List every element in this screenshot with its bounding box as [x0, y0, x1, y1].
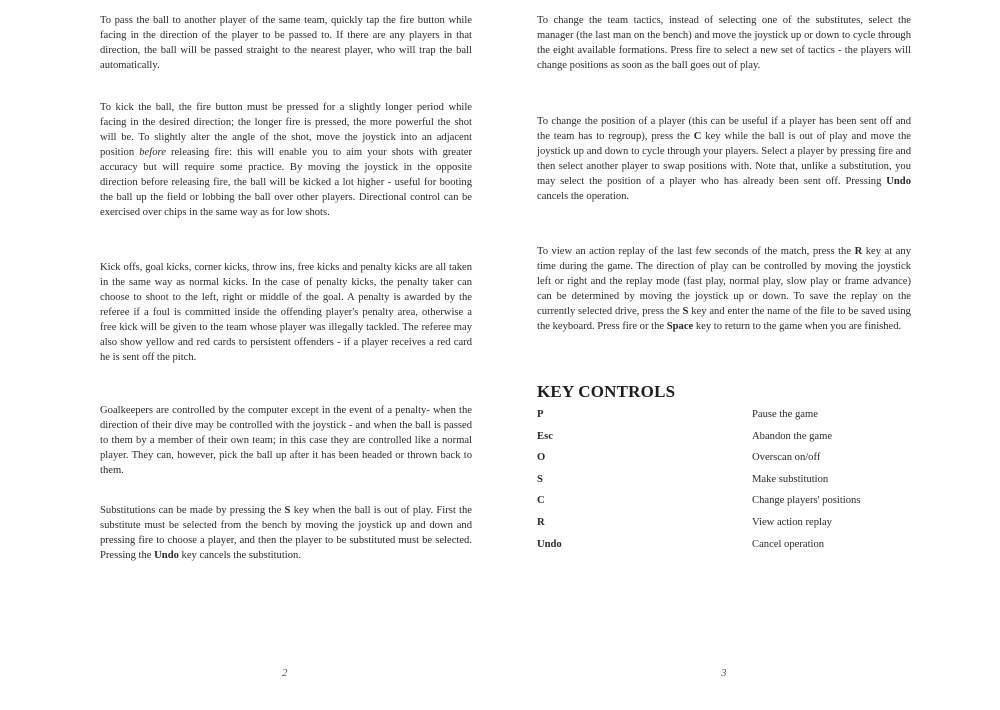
emphasis-before: before — [139, 147, 166, 158]
kicking-paragraph: To kick the ball, the fire button must be pressed for a slightly longer period while facing in the desired direction; the longer fire is pressed, the more powerful the shot will be. To slightly alter the angle of the shot, move the joystick into an adjacent position before releasing fire: this will enable you to aim your shots with greater accuracy but will require some practice. By moving the joystick in the opposite direction before releasing fire, the ball will be kicked a lot higher - useful for booting the ball up the field or lobbing the ball over other players. Directional control can be exercised over chips in the same way as for low shots. — [100, 102, 472, 218]
key-control-row — [537, 539, 911, 555]
tactics-paragraph: To change the team tactics, instead of selecting one of the substitutes, select the manager (the last man on the bench) and move the joystick up or down to cycle through the eight available formations. Press fire to select a new set of tactics - the players will change positions as soon as the ball goes out of play. — [537, 15, 911, 71]
page-number-right: 3 — [721, 667, 727, 679]
key-name: C — [537, 495, 545, 506]
key-control-row — [537, 517, 911, 533]
key-name: S — [537, 474, 543, 485]
key-name: R — [537, 517, 545, 528]
action-replay-paragraph: To view an action replay of the last few seconds of the match, press the R key at any time during the game. The direction of play can be controlled by moving the joystick left or right and the replay mode (fast play, normal play, slow play or frame advance) can be determined by moving the joystick up or down. To save the replay on the currently selected drive, press the S key and enter the name of the file to be saved using the keyboard. Press fire or the Space key to return to the game when you are finished. — [537, 246, 911, 332]
passing-paragraph: To pass the ball to another player of the same team, quickly tap the fire button while facing in the direction of the player to be passed to. If there are any players in that direction, the ball will be passed straight to the nearest player, who will trap the ball automatically. — [100, 15, 472, 71]
key-undo: Undo — [886, 176, 911, 187]
key-space: Space — [666, 321, 694, 332]
goalkeepers-paragraph: Goalkeepers are controlled by the computer except in the event of a penalty- when the direction of their dive may be controlled with the joystick - and when the ball is passed to them by a member of their own team; in this case they are controlled like a normal player. They can, however, pick the ball up after it has been headed or thrown back to them. — [100, 405, 472, 476]
player-position-paragraph: To change the position of a player (this can be useful if a player has been sent off and the team has to regroup), press the C key while the ball is out of play and move the joystick up and down to cycle through your players. Select a player by pressing fire and then select another player to swap positions with. Note that, unlike a substitution, you may select the position of a player who has already been sent off. Pressing Undo cancels the operation. — [537, 116, 911, 202]
set-pieces-paragraph: Kick offs, goal kicks, corner kicks, throw ins, free kicks and penalty kicks are all taken in the same way as normal kicks. In the case of penalty kicks, the penalty taker can choose to shoot to the left, right or middle of the goal. A penalty is awarded by the referee if a foul is committed inside the offending player's penalty area, otherwise a free kick will be given to the team whose player was illegally tackled. The referee may also show yellow and red cards to persistent offenders - if a player receives a red card he is sent off the pitch. — [100, 262, 472, 363]
key-name: Esc — [537, 431, 553, 442]
key-s: S — [682, 306, 689, 317]
key-action: Make substitution — [752, 474, 829, 485]
key-action: View action replay — [752, 517, 832, 528]
key-r: R — [854, 246, 863, 257]
key-s: S — [284, 505, 291, 516]
key-c: C — [693, 131, 702, 142]
key-action: Cancel operation — [752, 539, 825, 550]
substitutions-paragraph: Substitutions can be made by pressing the S key when the ball is out of play. First the substitute must be selected from the bench by moving the joystick up and down and pressing fire to choose a player, and then the player to be substituted must be selected. Pressing the Undo key cancels the substitution. — [100, 505, 472, 561]
key-controls-heading: KEY CONTROLS — [537, 382, 676, 401]
key-action: Abandon the game — [752, 431, 833, 442]
key-control-row — [537, 452, 911, 468]
page-number-left: 2 — [282, 667, 288, 679]
key-name: O — [537, 452, 546, 463]
key-name: P — [537, 409, 544, 420]
key-action: Change players' positions — [752, 495, 861, 506]
key-control-row — [537, 495, 911, 511]
key-action: Pause the game — [752, 409, 818, 420]
key-control-row — [537, 474, 911, 490]
key-name: Undo — [537, 539, 562, 550]
key-undo: Undo — [154, 550, 179, 561]
key-control-row — [537, 409, 911, 425]
key-control-row — [537, 431, 911, 447]
key-action: Overscan on/off — [752, 452, 821, 463]
